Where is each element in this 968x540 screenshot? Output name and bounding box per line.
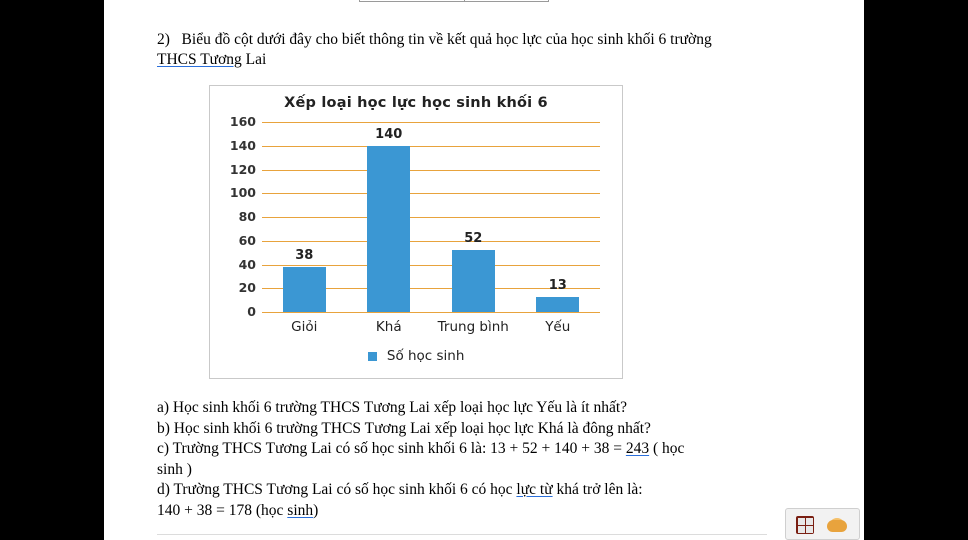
y-axis-tick-label: 140 [229, 137, 256, 153]
answer-d-calc-underlined: sinh [287, 501, 314, 519]
chart-legend [210, 348, 622, 364]
answer-a: a) Học sinh khối 6 trường THCS Tương Lai xếp loại học lực Yếu là ít nhất? [157, 399, 628, 416]
y-axis-tick-label: 0 [247, 304, 256, 319]
chart-bar [283, 267, 326, 312]
taskbar-widget[interactable] [785, 508, 860, 540]
grid-line [262, 241, 600, 242]
answer-d-calc-tail: ) [313, 501, 319, 519]
legend-swatch-icon [368, 352, 377, 361]
legend-label: Số học sinh [386, 348, 465, 364]
question-school-rest: Lai [241, 51, 267, 68]
grid-line [262, 170, 600, 171]
table-divider [464, 0, 465, 1]
answer-c-tail: ( học [649, 440, 685, 457]
y-axis-tick-label: 80 [238, 209, 256, 224]
grid-line [262, 265, 600, 266]
answer-c-text: c) Trường THCS Tương Lai có số học sinh khối 6 là: 13 + 52 + 140 + 38 = [157, 440, 626, 457]
answers-block [157, 398, 857, 521]
answer-d-calc [157, 501, 857, 522]
answer-d-underlined: lực từ [516, 481, 553, 498]
chart-bar [367, 146, 410, 312]
answer-b: b) Học sinh khối 6 trường THCS Tương Lai xếp loại học lực Khá là đông nhất? [157, 419, 651, 437]
question-text: Biểu đồ cột dưới đây cho biết thông tin về kết quả học lực của học sinh khối 6 trường [181, 31, 712, 48]
grid-line [262, 217, 600, 218]
grid-line [262, 122, 600, 123]
y-axis-tick-label: 100 [229, 185, 256, 201]
y-axis-tick-label: 160 [229, 114, 256, 129]
question-number: 2) [157, 31, 170, 48]
bar-value-label: 140 [375, 126, 403, 142]
question-intro [157, 30, 837, 70]
bar-chart [209, 85, 623, 379]
answer-c-wrap: sinh ) [157, 460, 192, 478]
bar-value-label: 52 [464, 231, 483, 247]
grid-line [262, 193, 600, 194]
answer-c [157, 439, 857, 480]
windows-store-icon[interactable] [794, 514, 816, 536]
bar-value-label: 38 [295, 247, 314, 263]
chart-plot-area [229, 114, 600, 335]
question-school-underlined: THCS Tương [157, 51, 242, 68]
x-axis-category-label: Trung bình [437, 319, 509, 335]
y-axis-tick-label: 40 [238, 256, 256, 272]
answer-d-calc-text: 140 + 38 = 178 (học [157, 501, 288, 519]
grid-line [262, 312, 600, 313]
grid-line [262, 146, 600, 147]
chart-bar [536, 297, 579, 312]
x-axis-category-label: Khá [375, 319, 402, 335]
x-axis-category-label: Giỏi [291, 319, 318, 335]
weather-sun-icon[interactable] [826, 514, 848, 536]
y-axis-tick-label: 120 [229, 161, 256, 177]
document-page [104, 0, 864, 540]
answer-d-text: d) Trường THCS Tương Lai có số học sinh khối 6 có học [157, 481, 517, 498]
answer-d-tail: khá trở lên là: [552, 481, 643, 498]
page-rule [157, 534, 767, 535]
y-axis-tick-label: 60 [238, 232, 256, 248]
bar-value-label: 13 [548, 277, 567, 293]
table-fragment-top [359, 0, 549, 2]
answer-c-result: 243 [625, 440, 650, 457]
chart-title: Xếp loại học lực học sinh khối 6 [284, 95, 548, 111]
y-axis-tick-label: 20 [238, 280, 256, 296]
x-axis-category-label: Yếu [545, 319, 571, 335]
answer-d [157, 480, 857, 501]
chart-bar [452, 250, 495, 312]
